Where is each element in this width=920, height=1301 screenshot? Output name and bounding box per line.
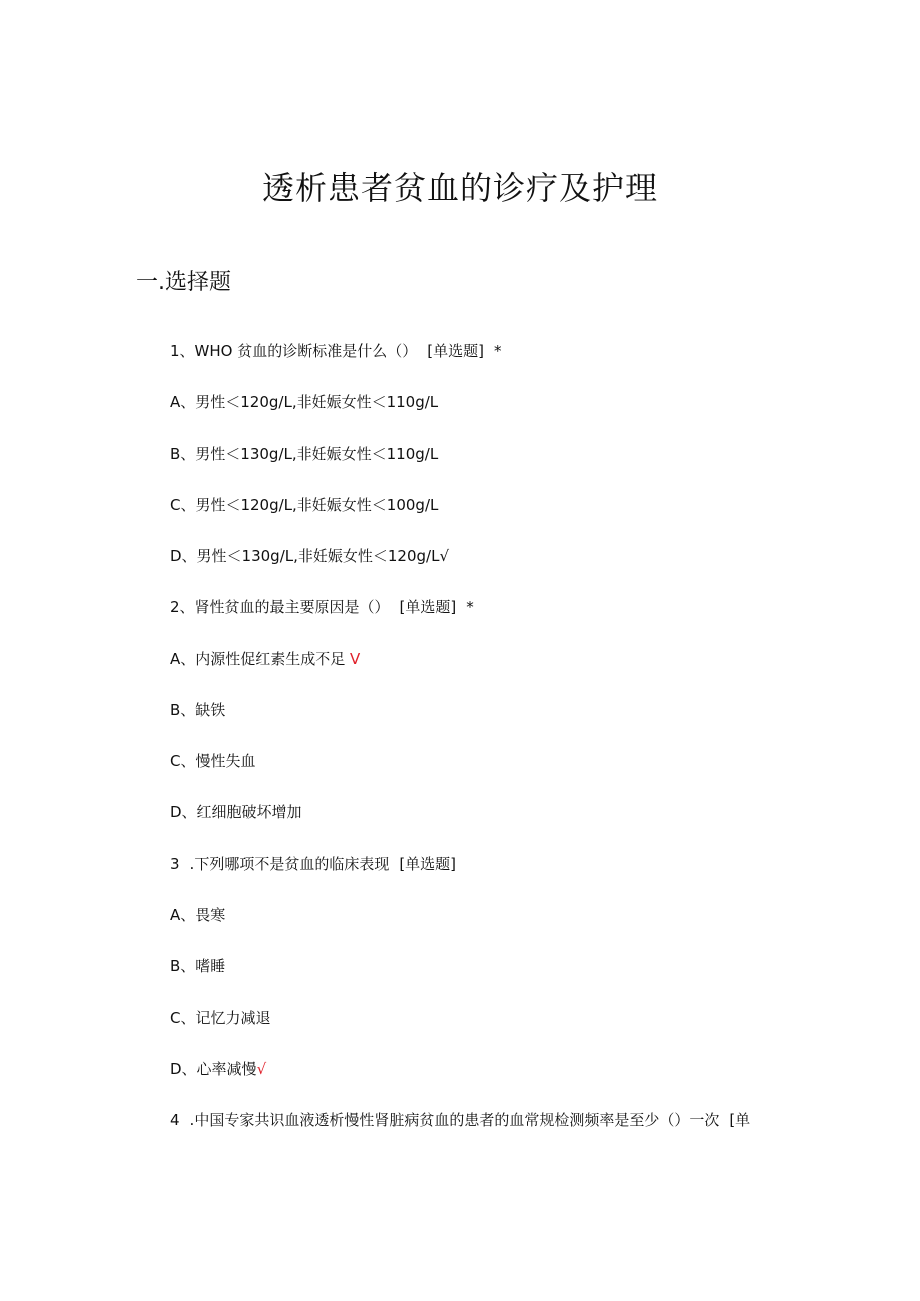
question-2-text: 2、肾性贫血的最主要原因是（） [170, 598, 390, 616]
question-3-option-d-text: D、心率减慢 [170, 1060, 257, 1078]
correct-answer-mark: V [350, 650, 361, 668]
question-3-type-tag: [单选题] [399, 855, 457, 873]
document-title: 透析患者贫血的诊疗及护理 [261, 169, 658, 207]
section-heading: 一.选择题 [136, 270, 231, 295]
question-1-option-c: C、男性＜120g/L,非妊娠女性＜100g/L [170, 496, 439, 514]
question-3 [170, 853, 456, 875]
question-3-text: .下列哪项不是贫血的临床表现 [189, 855, 390, 873]
question-2-option-a [170, 648, 360, 670]
question-2-option-b: B、缺铁 [170, 701, 226, 719]
question-1-text: 1、WHO 贫血的诊断标准是什么（） [170, 342, 418, 360]
question-1 [170, 340, 501, 362]
required-star: * [466, 598, 474, 616]
question-1-option-d: D、男性＜130g/L,非妊娠女性＜120g/L√ [170, 547, 450, 565]
required-star: * [493, 342, 502, 360]
question-2 [170, 596, 474, 618]
question-1-option-a: A、男性＜120g/L,非妊娠女性＜110g/L [170, 393, 439, 411]
question-3-option-c: C、记忆力减退 [170, 1009, 271, 1027]
question-1-option-b: B、男性＜130g/L,非妊娠女性＜110g/L [170, 445, 439, 463]
question-4-number: 4 [170, 1111, 180, 1129]
question-2-option-a-text: A、内源性促红素生成不足 [170, 650, 346, 668]
question-2-type-tag: [单选题] [399, 598, 457, 616]
question-3-option-d [170, 1058, 266, 1080]
question-2-option-c: C、慢性失血 [170, 752, 256, 770]
question-3-number: 3 [170, 855, 180, 873]
question-4-type-tag: [单 [729, 1111, 751, 1129]
correct-answer-mark: √ [256, 1060, 267, 1078]
question-4 [170, 1109, 750, 1131]
question-1-type-tag: [单选题] [427, 342, 484, 360]
question-3-option-b: B、嗜睡 [170, 957, 226, 975]
question-3-option-a: A、畏寒 [170, 906, 226, 924]
question-2-option-d: D、红细胞破坏增加 [170, 803, 302, 821]
question-4-text: .中国专家共识血液透析慢性肾脏病贫血的患者的血常规检测频率是至少（）一次 [189, 1111, 720, 1129]
